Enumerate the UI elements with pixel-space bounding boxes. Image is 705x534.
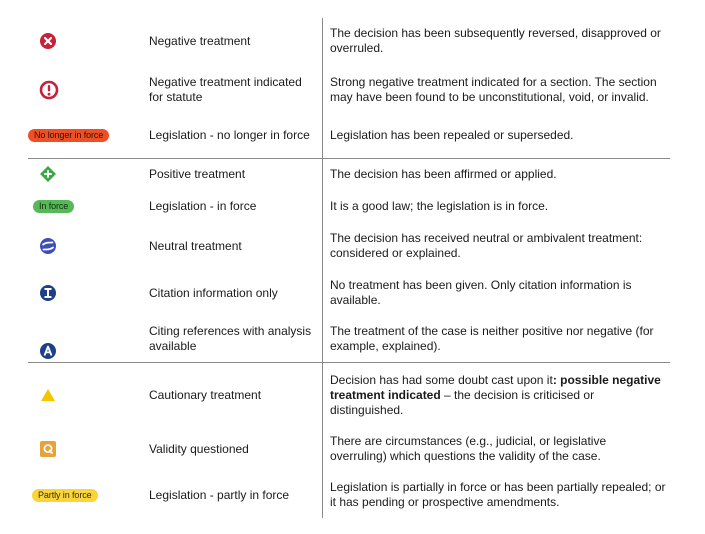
treatment-label: Cautionary treatment (149, 387, 262, 402)
treatment-label: Positive treatment (149, 166, 246, 181)
treatment-label: Citation information only (149, 285, 278, 300)
treatment-description: Strong negative treatment indicated for a section. The section may have been found to be unconstitutional, void, or invalid. (330, 75, 657, 104)
treatment-label: Negative treatment indicated for statute (149, 75, 302, 104)
legend-row-negative-statute (28, 64, 670, 116)
in-force-badge: In force (33, 200, 74, 213)
treatment-description: Legislation is partially in force or has been partially repealed; or it has pending or prospective amendments. (330, 480, 666, 509)
group-divider-positive-cautionary (28, 362, 670, 363)
treatment-description (330, 373, 666, 418)
treatment-label: Validity questioned (149, 441, 249, 456)
group-divider-negative-positive (28, 158, 670, 159)
treatment-description: There are circumstances (e.g., judicial, or legislative overruling) which questions the validity of the case. (330, 434, 607, 463)
description-text: Decision has had some doubt cast upon it (330, 372, 553, 387)
neutral-s-icon (39, 237, 57, 255)
treatment-label: Negative treatment (149, 33, 251, 48)
negative-x-icon (39, 32, 57, 50)
legend-row-partly-in-force (28, 476, 670, 514)
treatment-description: The decision has been affirmed or applied. (330, 166, 557, 181)
exclamation-circle-icon (39, 80, 59, 100)
analysis-a-icon (39, 342, 57, 360)
description-bold-text: : possible negative treatment indicated (330, 372, 661, 402)
treatment-label: Legislation - partly in force (149, 487, 290, 502)
legend-row-validity-questioned (28, 430, 670, 468)
legend-row-neutral-treatment (28, 227, 670, 265)
treatment-label: Legislation - no longer in force (149, 127, 310, 142)
treatment-label: Neutral treatment (149, 238, 242, 253)
legend-row-citing-references (28, 320, 670, 358)
treatment-description: The decision has received neutral or ambivalent treatment: considered or explained. (330, 231, 643, 260)
partly-in-force-badge: Partly in force (32, 489, 98, 502)
legend-row-citation-only (28, 274, 670, 312)
treatment-label: Legislation - in force (149, 198, 257, 213)
treatment-description: The decision has been subsequently reversed, disapproved or overruled. (330, 26, 661, 55)
treatment-legend (28, 18, 670, 518)
treatment-label: Citing references with analysis available (149, 324, 312, 353)
legend-row-in-force (28, 195, 670, 217)
treatment-description: It is a good law; the legislation is in force. (330, 198, 549, 213)
caution-triangle-icon (39, 387, 57, 403)
legend-row-negative-treatment (28, 18, 670, 64)
positive-plus-diamond-icon (39, 165, 57, 183)
legend-row-cautionary-treatment (28, 368, 670, 422)
treatment-description: The treatment of the case is neither positive nor negative (for example, explained). (330, 324, 654, 353)
treatment-description: No treatment has been given. Only citation information is available. (330, 278, 632, 307)
treatment-description: Legislation has been repealed or superseded. (330, 127, 574, 142)
validity-q-icon (39, 440, 57, 458)
legend-row-no-longer-in-force (28, 116, 670, 154)
no-longer-in-force-badge: No longer in force (28, 129, 109, 142)
description-text-end: – the decision is criticised or distinguished. (330, 387, 595, 417)
citation-i-icon (39, 284, 57, 302)
legend-row-positive-treatment (28, 163, 670, 185)
